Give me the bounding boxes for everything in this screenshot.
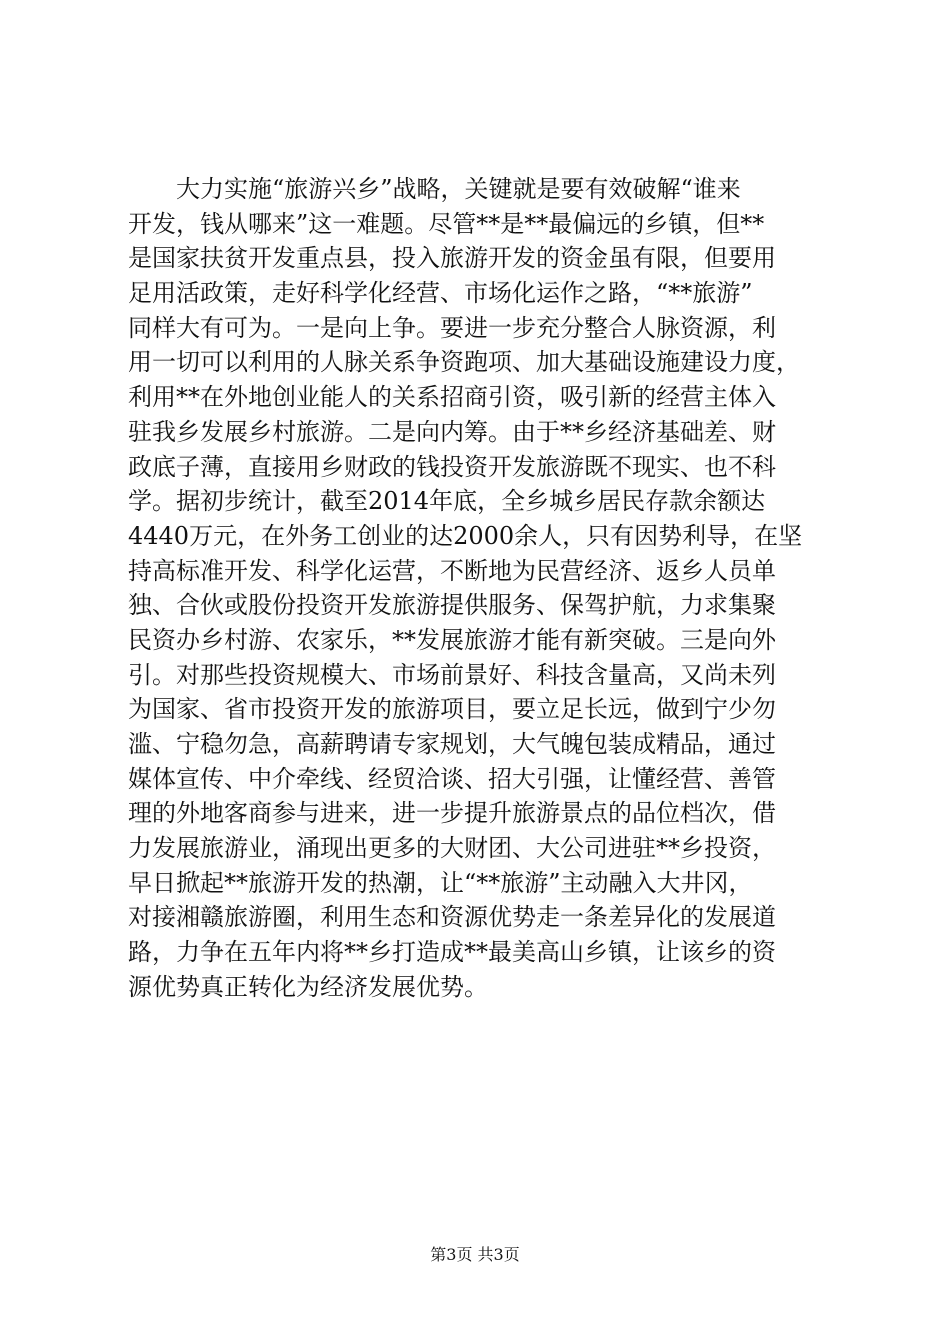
paragraph-line: 源优势真正转化为经济发展优势。	[128, 972, 488, 1001]
body-paragraph	[128, 172, 840, 1005]
paragraph-line: 足用活政策，走好科学化经营、市场化运作之路，“**旅游”	[128, 279, 753, 308]
paragraph-line: 理的外地客商参与进来，进一步提升旅游景点的品位档次，借	[128, 799, 776, 828]
paragraph-line: 学。据初步统计，截至2014年底，全乡城乡居民存款余额达	[128, 487, 766, 516]
paragraph-line: 对接湘赣旅游圈，利用生态和资源优势走一条差异化的发展道	[128, 903, 776, 932]
paragraph-line: 早日掀起**旅游开发的热潮，让“**旅游”主动融入大井冈，	[128, 868, 753, 897]
paragraph-line: 4440万元，在外务工创业的达2000余人，只有因势利导，在坚	[128, 521, 803, 550]
paragraph-line: 独、合伙或股份投资开发旅游提供服务、保驾护航，力求集聚	[128, 591, 776, 620]
paragraph-line: 媒体宣传、中介牵线、经贸洽谈、招大引强，让懂经营、善管	[128, 764, 776, 793]
paragraph-line: 滥、宁稳勿急，高薪聘请专家规划，大气魄包装成精品，通过	[128, 730, 776, 758]
paragraph-line: 同样大有可为。一是向上争。要进一步充分整合人脉资源，利	[128, 313, 776, 342]
paragraph-line: 开发，钱从哪来”这一难题。尽管**是**最偏远的乡镇，但**	[128, 209, 765, 238]
paragraph-line: 为国家、省市投资开发的旅游项目，要立足长远，做到宁少勿	[128, 695, 776, 724]
paragraph-line: 用一切可以利用的人脉关系争资跑项、加大基础设施建设力度，	[128, 348, 800, 377]
paragraph-line: 大力实施“旅游兴乡”战略，关键就是要有效破解“谁来	[176, 175, 741, 203]
paragraph-line: 是国家扶贫开发重点县，投入旅游开发的资金虽有限，但要用	[128, 244, 776, 273]
paragraph-line: 力发展旅游业，涌现出更多的大财团、大公司进驻**乡投资，	[128, 834, 776, 863]
paragraph-line: 政底子薄，直接用乡财政的钱投资开发旅游既不现实、也不科	[128, 452, 776, 481]
paragraph-line: 利用**在外地创业能人的关系招商引资，吸引新的经营主体入	[128, 383, 776, 412]
paragraph-line: 路，力争在五年内将**乡打造成**最美高山乡镇，让该乡的资	[128, 938, 776, 967]
paragraph-line: 持高标准开发、科学化运营，不断地为民营经济、返乡人员单	[128, 556, 776, 585]
page-footer: 第3页 共3页	[430, 1245, 520, 1264]
paragraph-line: 驻我乡发展乡村旅游。二是向内筹。由于**乡经济基础差、财	[128, 417, 776, 446]
paragraph-line: 引。对那些投资规模大、市场前景好、科技含量高，又尚未列	[128, 660, 776, 689]
paragraph-line: 民资办乡村游、农家乐，**发展旅游才能有新突破。三是向外	[128, 625, 776, 654]
